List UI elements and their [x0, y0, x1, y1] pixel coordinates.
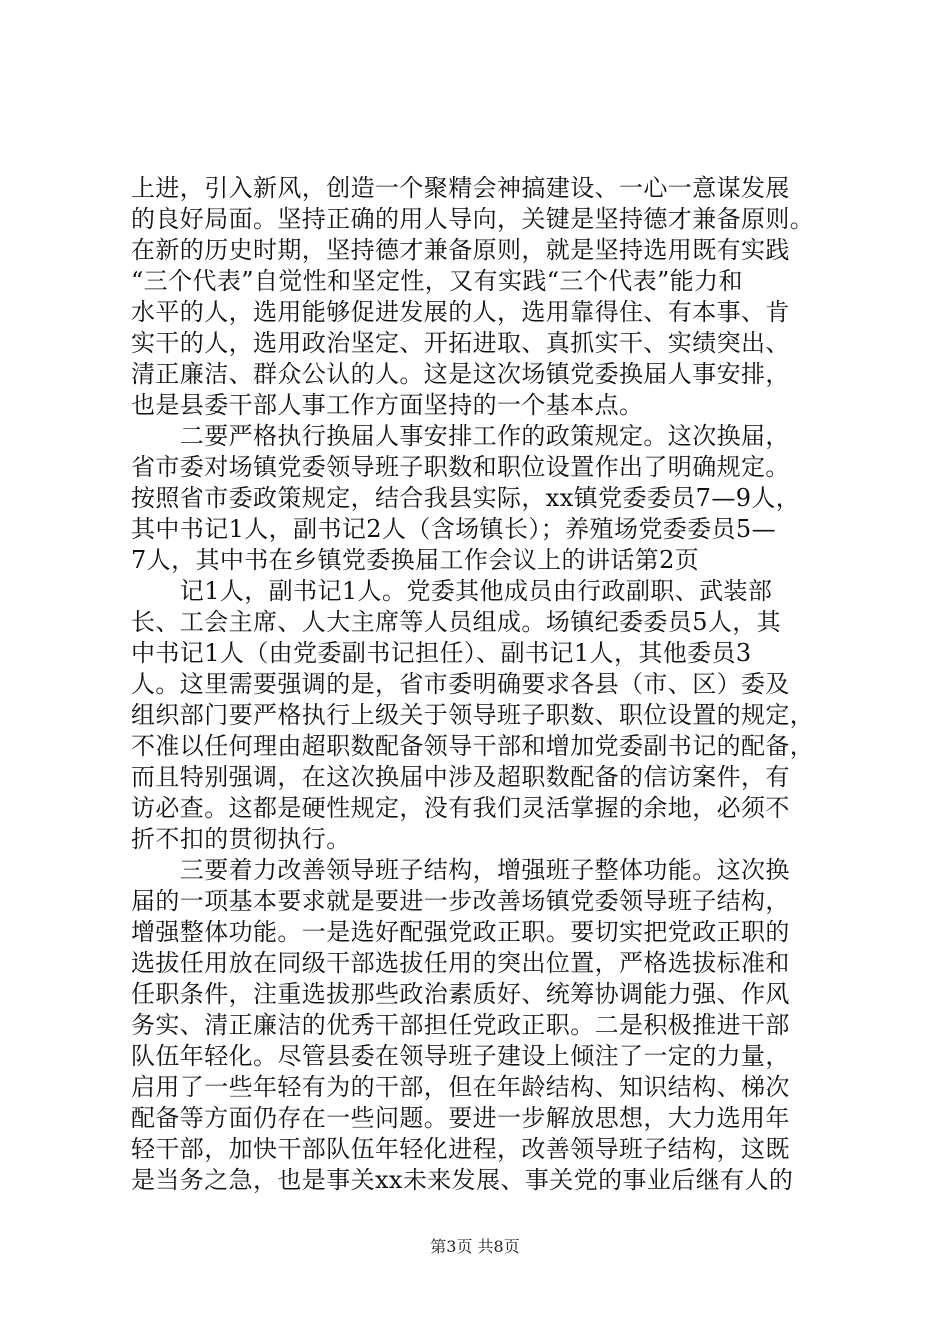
text-line: 是当务之急，也是事关xx未来发展、事关党的事业后继有人的 — [131, 1166, 794, 1194]
text-line: 省市委对场镇党委领导班子职数和职位设置作出了明确规定。 — [131, 453, 790, 481]
text-line: 的良好局面。坚持正确的用人导向，关键是坚持德才兼备原则。 — [131, 205, 815, 233]
text-line: 长、工会主席、人大主席等人员组成。场镇纪委委员5人，其 — [131, 608, 782, 636]
text-line: 不准以任何理由超职数配备领导干部和增加党委副书记的配备， — [131, 732, 815, 760]
text-line: 选拔任用放在同级干部选拔任用的突出位置，严格选拔标准和 — [131, 949, 790, 977]
text-line: 水平的人，选用能够促进发展的人，选用靠得住、有本事、肯 — [131, 298, 790, 326]
text-line: 其中书记1人，副书记2人（含场镇长）；养殖场党委委员5— — [131, 515, 777, 543]
text-line: 也是县委干部人事工作方面坚持的一个基本点。 — [131, 391, 644, 419]
text-line: 而且特别强调，在这次换届中涉及超职数配备的信访案件，有 — [131, 763, 790, 791]
text-line: 组织部门要严格执行上级关于领导班子职数、职位设置的规定， — [131, 701, 815, 729]
text-line: 按照省市委政策规定，结合我县实际，xx镇党委委员7—9人， — [131, 484, 801, 512]
text-line: 轻干部，加快干部队伍年轻化进程，改善领导班子结构，这既 — [131, 1135, 790, 1163]
text-line: 务实、清正廉洁的优秀干部担任党政正职。二是积极推进干部 — [131, 1011, 790, 1039]
text-line: 人。这里需要强调的是，省市委明确要求各县（市、区）委及 — [131, 670, 790, 698]
text-line: 实干的人，选用政治坚定、开拓进取、真抓实干、实绩突出、 — [131, 329, 790, 357]
text-line: 三要着力改善领导班子结构，增强班子整体功能。这次换 — [131, 856, 790, 884]
text-line: 清正廉洁、群众公认的人。这是这次场镇党委换届人事安排， — [131, 360, 790, 388]
text-line: 中书记1人（由党委副书记担任）、副书记1人，其他委员3 — [131, 639, 752, 667]
text-line: 任职条件，注重选拔那些政治素质好、统筹协调能力强、作风 — [131, 980, 790, 1008]
text-line: 队伍年轻化。尽管县委在领导班子建设上倾注了一定的力量， — [131, 1042, 790, 1070]
text-line: 届的一项基本要求就是要进一步改善场镇党委领导班子结构， — [131, 887, 790, 915]
text-line: 增强整体功能。一是选好配强党政正职。要切实把党政正职的 — [131, 918, 790, 946]
page-footer: 第3页 共8页 — [430, 1237, 520, 1256]
text-line: 二要严格执行换届人事安排工作的政策规定。这次换届， — [131, 422, 790, 450]
text-line: 7人，其中书在乡镇党委换届工作会议上的讲话第2页 — [131, 546, 700, 574]
text-line: 访必查。这都是硬性规定，没有我们灵活掌握的余地，必须不 — [131, 794, 790, 822]
text-line: 记1人，副书记1人。党委其他成员由行政副职、武装部 — [131, 577, 773, 605]
text-line: 在新的历史时期，坚持德才兼备原则，就是坚持选用既有实践 — [131, 236, 790, 264]
text-line: 启用了一些年轻有为的干部，但在年龄结构、知识结构、梯次 — [131, 1073, 790, 1101]
text-line: 折不扣的贯彻执行。 — [131, 825, 351, 853]
text-line: “三个代表”自觉性和坚定性，又有实践“三个代表”能力和 — [131, 267, 743, 295]
text-line: 上进，引入新风，创造一个聚精会神搞建设、一心一意谋发展 — [131, 174, 790, 202]
text-line: 配备等方面仍存在一些问题。要进一步解放思想，大力选用年 — [131, 1104, 790, 1132]
document-body — [131, 173, 831, 1196]
